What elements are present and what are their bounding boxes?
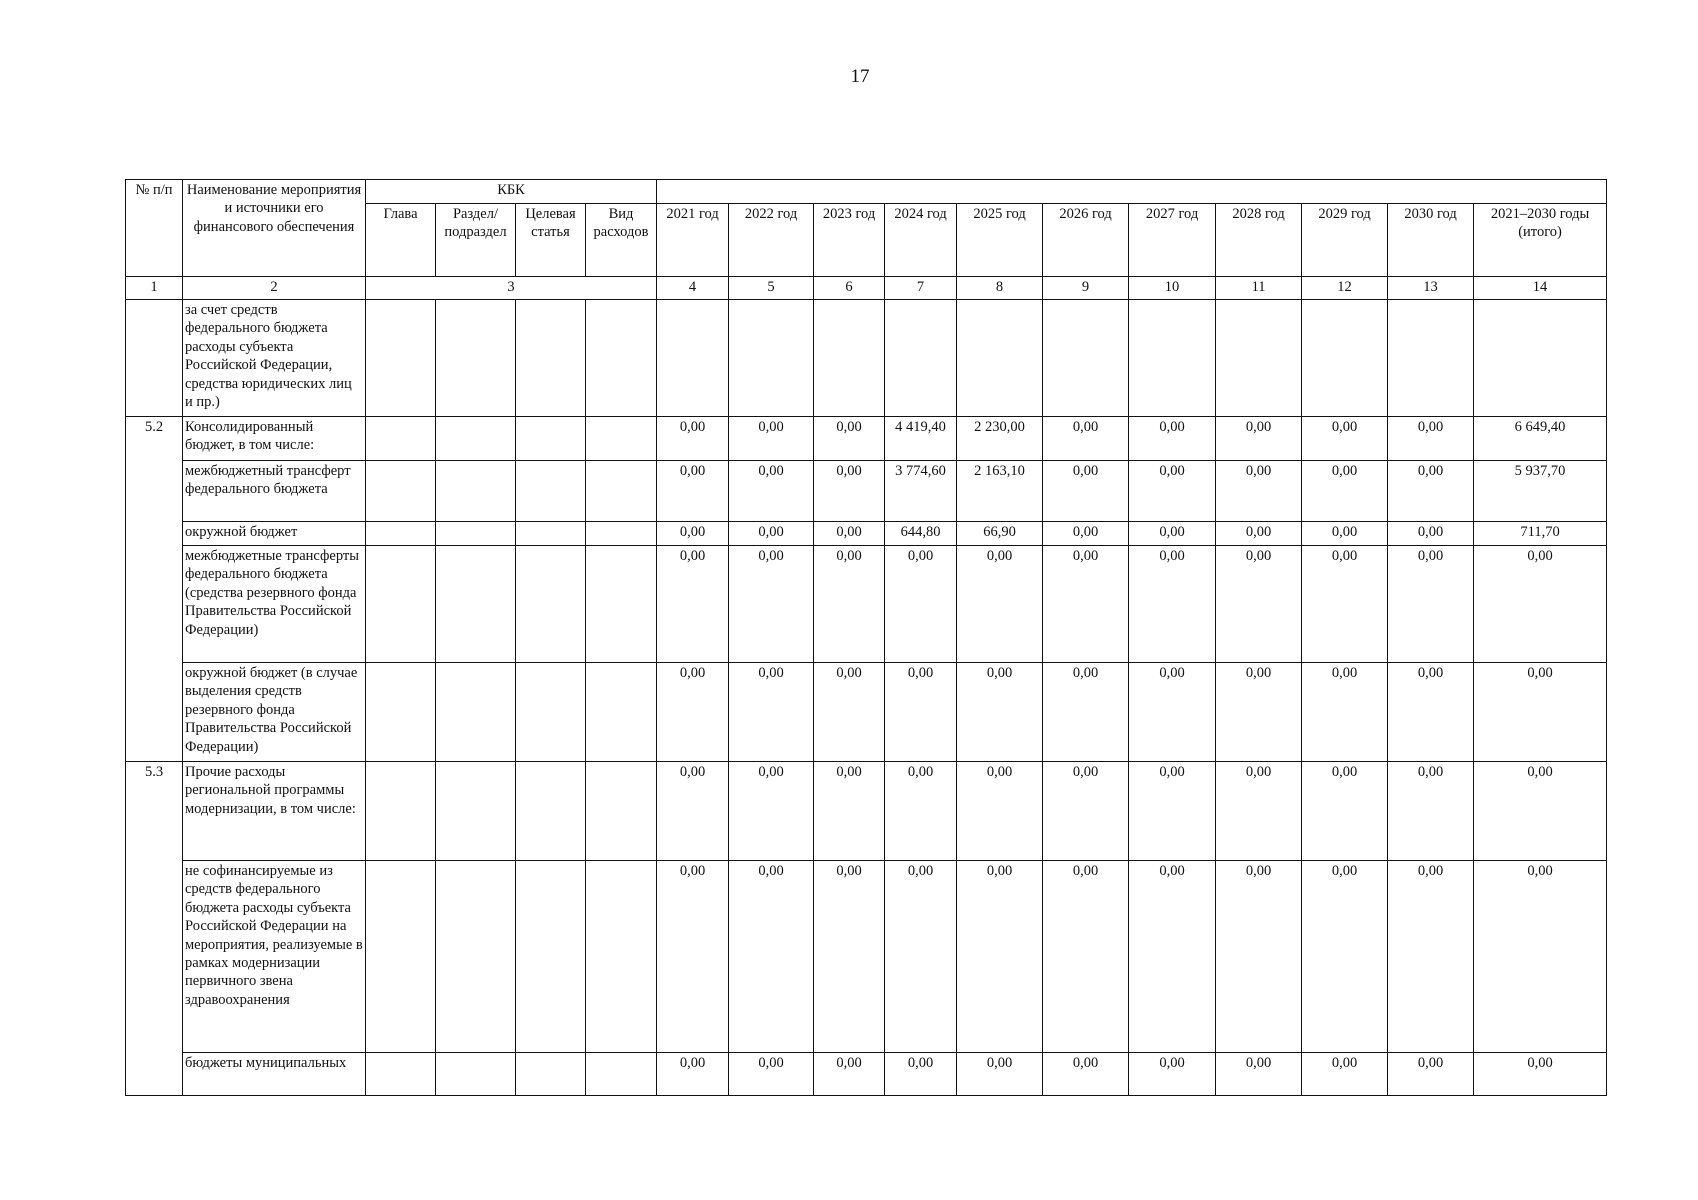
page-number: 17 [850, 66, 870, 87]
kbk-cell [516, 417, 586, 461]
value-cell: 0,00 [1216, 762, 1302, 861]
value-cell: 66,90 [957, 522, 1043, 546]
value-cell: 711,70 [1474, 522, 1607, 546]
value-cell: 0,00 [729, 417, 814, 461]
value-cell: 0,00 [1302, 861, 1388, 1053]
value-cell: 2 163,10 [957, 461, 1043, 522]
kbk-cell [366, 1053, 436, 1096]
value-cell [1474, 300, 1607, 417]
kbk-cell [586, 861, 657, 1053]
value-cell: 0,00 [1388, 522, 1474, 546]
row-num [126, 300, 183, 417]
value-cell: 0,00 [814, 861, 885, 1053]
row-name: окружной бюджет (в случае выделения средств резервного фонда Правительства Российской Федерации) [183, 663, 366, 762]
value-cell [1388, 300, 1474, 417]
value-cell: 0,00 [729, 546, 814, 663]
index-cell: 13 [1388, 277, 1474, 300]
value-cell: 0,00 [1043, 762, 1129, 861]
kbk-cell [366, 762, 436, 861]
value-cell: 0,00 [1216, 417, 1302, 461]
header-kbk-statya: Целевая статья [516, 204, 586, 277]
value-cell: 0,00 [957, 762, 1043, 861]
value-cell: 0,00 [814, 417, 885, 461]
value-cell: 0,00 [729, 762, 814, 861]
header-year-2021: 2021 год [657, 204, 729, 277]
value-cell: 0,00 [1474, 663, 1607, 762]
value-cell: 0,00 [1474, 762, 1607, 861]
value-cell: 0,00 [1388, 762, 1474, 861]
value-cell: 0,00 [1388, 1053, 1474, 1096]
kbk-cell [516, 546, 586, 663]
value-cell: 0,00 [1216, 522, 1302, 546]
kbk-cell [586, 1053, 657, 1096]
row-name: не софинансируемые из средств федерального бюджета расходы субъекта Российской Федерации на мероприятия, реализуемые в рамках модернизации первичного звена здравоохранения [183, 861, 366, 1053]
value-cell [657, 300, 729, 417]
value-cell: 0,00 [1129, 762, 1216, 861]
value-cell: 0,00 [814, 762, 885, 861]
row-name: бюджеты муниципальных [183, 1053, 366, 1096]
kbk-cell [366, 546, 436, 663]
table-row [126, 861, 1607, 1053]
value-cell: 0,00 [657, 546, 729, 663]
header-kbk-vid: Вид расходов [586, 204, 657, 277]
value-cell: 0,00 [1129, 417, 1216, 461]
row-num [126, 461, 183, 522]
kbk-cell [366, 461, 436, 522]
value-cell: 0,00 [1129, 546, 1216, 663]
kbk-cell [436, 762, 516, 861]
table-row [126, 663, 1607, 762]
value-cell: 0,00 [657, 663, 729, 762]
kbk-cell [516, 300, 586, 417]
value-cell [885, 300, 957, 417]
value-cell: 0,00 [957, 1053, 1043, 1096]
value-cell: 0,00 [657, 762, 729, 861]
header-year-2030: 2030 год [1388, 204, 1474, 277]
row-num [126, 522, 183, 546]
kbk-cell [436, 300, 516, 417]
value-cell: 0,00 [1302, 762, 1388, 861]
header-year-2025: 2025 год [957, 204, 1043, 277]
index-cell: 9 [1043, 277, 1129, 300]
value-cell: 0,00 [1302, 417, 1388, 461]
value-cell: 4 419,40 [885, 417, 957, 461]
value-cell [957, 300, 1043, 417]
value-cell: 0,00 [1216, 663, 1302, 762]
value-cell: 0,00 [657, 461, 729, 522]
value-cell: 6 649,40 [1474, 417, 1607, 461]
kbk-cell [366, 300, 436, 417]
value-cell: 5 937,70 [1474, 461, 1607, 522]
kbk-cell [366, 663, 436, 762]
row-num [126, 861, 183, 1053]
value-cell [814, 300, 885, 417]
value-cell [1302, 300, 1388, 417]
kbk-cell [586, 461, 657, 522]
index-cell: 12 [1302, 277, 1388, 300]
value-cell: 0,00 [729, 461, 814, 522]
value-cell: 0,00 [1388, 861, 1474, 1053]
index-cell: 14 [1474, 277, 1607, 300]
index-cell: 1 [126, 277, 183, 300]
row-name: межбюджетные трансферты федерального бюджета (средства резервного фонда Правительства Российской Федерации) [183, 546, 366, 663]
row-name: окружной бюджет [183, 522, 366, 546]
value-cell: 0,00 [885, 861, 957, 1053]
header-kbk-glava: Глава [366, 204, 436, 277]
value-cell: 0,00 [1474, 1053, 1607, 1096]
value-cell: 0,00 [729, 1053, 814, 1096]
index-cell: 11 [1216, 277, 1302, 300]
value-cell: 0,00 [657, 861, 729, 1053]
kbk-cell [586, 417, 657, 461]
header-name: Наименование мероприятия и источники его финансового обеспечения [183, 180, 366, 277]
kbk-cell [436, 417, 516, 461]
index-cell: 10 [1129, 277, 1216, 300]
value-cell: 0,00 [957, 546, 1043, 663]
value-cell: 0,00 [1216, 461, 1302, 522]
header-kbk: КБК [366, 180, 657, 204]
value-cell [1043, 300, 1129, 417]
kbk-cell [516, 762, 586, 861]
value-cell: 644,80 [885, 522, 957, 546]
value-cell: 0,00 [1043, 461, 1129, 522]
budget-table [125, 179, 1607, 1096]
kbk-cell [516, 663, 586, 762]
value-cell: 0,00 [1302, 461, 1388, 522]
header-year-2024: 2024 год [885, 204, 957, 277]
value-cell: 0,00 [1043, 663, 1129, 762]
kbk-cell [586, 546, 657, 663]
kbk-cell [516, 522, 586, 546]
header-year-2022: 2022 год [729, 204, 814, 277]
value-cell: 0,00 [1043, 522, 1129, 546]
row-name: за счет средств федерального бюджета расходы субъекта Российской Федерации, средства юридических лиц и пр.) [183, 300, 366, 417]
header-year-2023: 2023 год [814, 204, 885, 277]
row-num: 5.2 [126, 417, 183, 461]
value-cell: 0,00 [885, 1053, 957, 1096]
kbk-cell [586, 762, 657, 861]
value-cell: 0,00 [1302, 1053, 1388, 1096]
value-cell: 0,00 [1129, 1053, 1216, 1096]
header-total: 2021–2030 годы (итого) [1474, 204, 1607, 277]
value-cell: 0,00 [1302, 546, 1388, 663]
value-cell: 0,00 [657, 417, 729, 461]
header-kbk-razdel: Раздел/ подраздел [436, 204, 516, 277]
value-cell: 0,00 [814, 1053, 885, 1096]
value-cell: 0,00 [1216, 861, 1302, 1053]
table-row [126, 1053, 1607, 1096]
kbk-cell [516, 461, 586, 522]
table-row [126, 546, 1607, 663]
value-cell: 0,00 [1474, 546, 1607, 663]
value-cell: 0,00 [1388, 417, 1474, 461]
value-cell: 0,00 [957, 861, 1043, 1053]
row-num [126, 663, 183, 762]
header-year-2029: 2029 год [1302, 204, 1388, 277]
value-cell: 0,00 [885, 762, 957, 861]
value-cell [1216, 300, 1302, 417]
index-cell: 5 [729, 277, 814, 300]
value-cell: 0,00 [1302, 663, 1388, 762]
index-row [126, 277, 1607, 300]
kbk-cell [366, 417, 436, 461]
value-cell: 0,00 [1302, 522, 1388, 546]
value-cell: 0,00 [885, 546, 957, 663]
header-year-2028: 2028 год [1216, 204, 1302, 277]
index-cell: 2 [183, 277, 366, 300]
row-name: Консолидированный бюджет, в том числе: [183, 417, 366, 461]
value-cell: 0,00 [885, 663, 957, 762]
kbk-cell [436, 861, 516, 1053]
value-cell: 0,00 [1043, 546, 1129, 663]
value-cell [729, 300, 814, 417]
value-cell: 0,00 [814, 461, 885, 522]
table-row [126, 522, 1607, 546]
kbk-cell [436, 461, 516, 522]
value-cell: 0,00 [729, 522, 814, 546]
header-year-2026: 2026 год [1043, 204, 1129, 277]
index-cell: 3 [366, 277, 657, 300]
kbk-cell [586, 522, 657, 546]
index-cell: 8 [957, 277, 1043, 300]
value-cell: 0,00 [1043, 417, 1129, 461]
value-cell: 0,00 [1388, 461, 1474, 522]
value-cell: 0,00 [1388, 546, 1474, 663]
kbk-cell [586, 300, 657, 417]
kbk-cell [586, 663, 657, 762]
row-name: межбюджетный трансферт федерального бюджета [183, 461, 366, 522]
kbk-cell [516, 861, 586, 1053]
value-cell [1129, 300, 1216, 417]
value-cell: 0,00 [1129, 861, 1216, 1053]
kbk-cell [516, 1053, 586, 1096]
kbk-cell [436, 546, 516, 663]
kbk-cell [366, 522, 436, 546]
table-row [126, 417, 1607, 461]
index-cell: 7 [885, 277, 957, 300]
value-cell: 0,00 [729, 861, 814, 1053]
value-cell: 2 230,00 [957, 417, 1043, 461]
value-cell: 0,00 [1129, 461, 1216, 522]
header-years-group [657, 180, 1607, 204]
row-num: 5.3 [126, 762, 183, 861]
value-cell: 0,00 [814, 663, 885, 762]
header-row-1 [126, 180, 1607, 204]
value-cell: 3 774,60 [885, 461, 957, 522]
value-cell: 0,00 [657, 522, 729, 546]
value-cell: 0,00 [1043, 861, 1129, 1053]
row-name: Прочие расходы региональной программы модернизации, в том числе: [183, 762, 366, 861]
header-year-2027: 2027 год [1129, 204, 1216, 277]
value-cell: 0,00 [657, 1053, 729, 1096]
table-row [126, 300, 1607, 417]
value-cell: 0,00 [1474, 861, 1607, 1053]
value-cell: 0,00 [814, 522, 885, 546]
index-cell: 6 [814, 277, 885, 300]
kbk-cell [436, 522, 516, 546]
value-cell: 0,00 [1043, 1053, 1129, 1096]
table-row [126, 461, 1607, 522]
header-num: № п/п [126, 180, 183, 277]
kbk-cell [366, 861, 436, 1053]
value-cell: 0,00 [814, 546, 885, 663]
value-cell: 0,00 [1129, 663, 1216, 762]
value-cell: 0,00 [729, 663, 814, 762]
index-cell: 4 [657, 277, 729, 300]
row-num [126, 1053, 183, 1096]
row-num [126, 546, 183, 663]
value-cell: 0,00 [1216, 546, 1302, 663]
kbk-cell [436, 663, 516, 762]
value-cell: 0,00 [1216, 1053, 1302, 1096]
value-cell: 0,00 [1388, 663, 1474, 762]
kbk-cell [436, 1053, 516, 1096]
table-row [126, 762, 1607, 861]
value-cell: 0,00 [1129, 522, 1216, 546]
value-cell: 0,00 [957, 663, 1043, 762]
